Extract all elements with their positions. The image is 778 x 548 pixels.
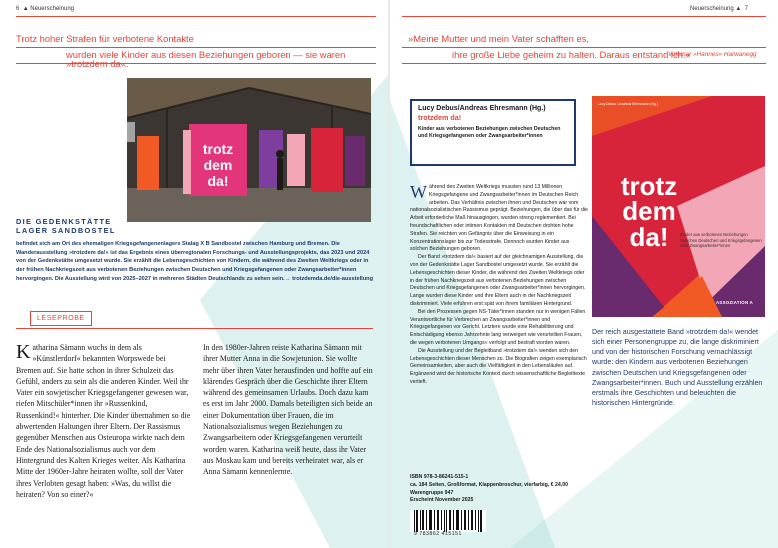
barcode-number: 9 783862 415151	[414, 531, 462, 537]
excerpt-rule	[16, 328, 373, 329]
venue-title: DIE GEDENKSTÄTTE LAGER SANDBOSTEL	[16, 217, 116, 235]
publisher-logo: ASSOZIATION A	[716, 300, 754, 305]
svg-text:dem: dem	[203, 157, 233, 173]
book-editors: Lucy Debus/Andreas Ehresmann (Hg.)	[418, 105, 546, 112]
excerpt-col1-text: atharina Sämann wuchs in dem als »Künstlerdorf« bekannten Worpswede bei Bremen auf. Sie hatte schon in ihrer Schulzeit das Gefühl, anders zu sein als die anderen Kinder. Weil ihr Vater ein sowjetischer Kriegsgefangener gewesen war, riefen Mitschüler*innen ihr »Russenkind, Russenkind!« hinterher. Die Kinder übernahmen so die abwertenden Haltungen ihrer Eltern. Der Rassismus gegenüber Menschen aus Osteuropa wirkte nach dem Ende des Nationalsozialismus auch vor dem Hintergrund des Kalten Krieges weiter. Als Katharina Mitte der 1960er-Jahre heiraten wollte, soll der Vater ihres Verlobten gesagt haben: »Was, du willst die heiraten? Von so einer?«	[16, 343, 191, 499]
book-cover	[592, 96, 765, 317]
right-quote-line-1: »Meine Mutter und mein Vater schafften es,	[408, 33, 589, 44]
body-p1-text: ährend des Zweiten Weltkriegs mussten rund 13 Millionen Kriegsgefangene und Zwangsarbeiter*innen im Deutschen Reich arbeiten. Das Verhältnis zwischen ihnen und Deutschen war vom nationalsozialistischen Rassismus geprägt. Beziehungen, die über das für die Arbeit erforderliche Maß hinausgingen, wurden streng reglementiert. Bei freundschaftlichen oder intimen Kontakten mit Deutschen drohten hohe Strafen. Sie reichten von Gefängnis über die Einweisung in ein Konzentrationslager bis zur Todesstrafe. Dennoch wurden Kinder aus solchen Beziehungen geboren.	[410, 184, 588, 253]
book-title: trotzdem da!	[418, 113, 462, 122]
left-quote-underline-1	[16, 47, 376, 48]
venue-description	[16, 240, 373, 283]
bibliographic-info	[410, 474, 580, 505]
venue-body-text: befindet sich am Ort des ehemaligen Kriegsgefangenenlagers Stalag X B Sandbostel zwischen Hamburg und Bremen. Die Wanderausstellung »trotzdem da!« ist das Ergebnis eines überregionalen Forschungs- und Ausstellungsprojekts, das 2023 und 2024 von der Gedenkstätte umgesetzt wurde. Sie erzählt die Lebensgeschichten von Kindern, die während des Zweiten Weltkriegs oder in der frühen Nachkriegszeit aus verbotenen Beziehungen zwischen Deutschen und Kriegsgefangenen oder Zwangsarbeiter*innen hervorgingen. Die Ausstellung wird von 2025–2027 in mehreren Städten Deutschlands zu sehen sein.	[16, 241, 370, 282]
right-page-number: 7	[744, 6, 748, 12]
quote-attribution: Volkmar »Hannes« Harwanegg	[668, 51, 757, 58]
body-paragraph-3: Bei den Prozessen gegen NS-Täter*innen standen nur in wenigen Fällen Verantwortliche für Verbrechen an Zwangsarbeiter*innen und Kriegsgefangenen vor Gericht. Letztere wurde eine Rehabilitierung und Entschädigung ebenso Jahrzehnte lang verweigert wie verurteilten Frauen, die wegen verbotenen Umgangs« verfolgt und bestraft worden waren.	[410, 308, 586, 346]
right-quote-underline-1	[402, 47, 766, 48]
cover-caption: Der reich ausgestattete Band »trotzdem da!« wendet sich einer Personengruppe zu, die lange diskriminiert und von der historischen Forschung vernachlässigt wurde: den Kindern aus verbotenen Beziehungen zwischen Deutschen und Kriegsgefangenen oder Zwangsarbeiter*innen. Buch und Ausstellung erzählen erstmals ihre Geschichten und beleuchten die historischen Hintergründe.	[592, 328, 763, 407]
body-dropcap: W	[410, 182, 427, 202]
cover-subtitle: Kinder aus verbotenen Beziehungen zwischen Deutschen und Kriegsgefangenen oder Zwangsarbeiter*innen	[680, 232, 762, 249]
right-quote-underline-2	[402, 63, 766, 64]
left-quote-line-1: Trotz hoher Strafen für verbotene Kontakte	[16, 33, 194, 44]
body-paragraph-2: Der Band »trotzdem da!« basiert auf der gleichnamigen Ausstellung, die von der Gedenkstätte Lager Sandbostel umgesetzt wurde. Sie erzählt die Lebensgeschichten dieser Kinder, die während des Zweiten Weltkriegs oder in der frühen Nachkriegszeit aus verbotenen Beziehungen zwischen Deutschen und Kriegsgefangenen oder Zwangsarbeiter*innen hervorgingen. Lange wurden diese Kinder und ihre Eltern auch in der Nachkriegszeit diskriminiert. Viele erfuhren erst spät von ihrem familiären Hintergrund.	[410, 254, 586, 307]
right-running-head	[690, 6, 748, 12]
svg-text:trotz: trotz	[202, 141, 234, 157]
product-group: Warengruppe 947	[410, 489, 454, 496]
book-description	[410, 184, 588, 387]
book-info-box	[410, 99, 576, 166]
isbn: ISBN 978-3-86241-515-1	[410, 474, 469, 480]
cover-editors: Lucy Debus / Andreas Ehresmann (Hg.)	[598, 102, 658, 106]
excerpt-dropcap: K	[16, 341, 31, 363]
left-quote-underline-2	[16, 63, 376, 64]
left-page	[0, 0, 388, 548]
book-subtitle: Kinder aus verbotenen Beziehungen zwischen Deutschen und Kriegsgefangenen oder Zwangsarbeiter*innen	[418, 126, 561, 140]
cover-title: trotz dem da!	[620, 171, 678, 252]
excerpt-badge: LESEPROBE	[30, 311, 92, 326]
svg-text:da!: da!	[207, 173, 229, 189]
left-quote-line-2: wurden viele Kinder aus diesen Beziehungen geboren — sie waren	[66, 49, 346, 60]
body-paragraph-1	[410, 184, 588, 254]
right-quote-line-2: ihre große Liebe geheim zu halten. Daraus entstand ich.«	[452, 49, 691, 60]
excerpt-column-2: In den 1980er-Jahren reiste Katharina Sämann mit ihrer Mutter Anna in die Sowjetunion. Sie wollte mehr über ihren Vater herausfinden und hoffte auf ein klärendes Gespräch über die Geschichte ihrer Eltern während des gemeinsamen Urlaubs. Doch dazu kam es erst im Jahr 2000. Damals beteiligten sich beide an einer Dokumentation über Frauen, die im Nationalsozialismus wegen Beziehungen zu Zwangsarbeitern oder Kriegsgefangenen verurteilt worden waren. Katharina weiß heute, dass ihr Vater aus Moskau kam und bereits verheiratet war, als er Anna Sämann kennenlernte.	[203, 343, 373, 477]
exhibition-link[interactable]: → trotzdemda.de/die-ausstellung	[285, 275, 373, 282]
body-paragraph-4: Die Ausstellung und der Begleitband »trotzdem da!« wenden sich den Lebensgeschichten dieser Menschen zu. Die Biografien zeigen exemplarisch Gemeinsamkeiten, aber auch die Vielfältigkeit in den Lebensläufen auf. Ergänzend wird der historische Kontext durch wissenschaftliche Begleittexte vertieft.	[410, 347, 587, 385]
book-format: ca. 184 Seiten, Großformat, Klappenbroschur, vierfarbig, € 24,00	[410, 481, 568, 488]
barcode-icon	[410, 510, 486, 532]
left-page-number: 6	[16, 6, 20, 12]
release-date: Erscheint November 2025	[410, 497, 474, 504]
right-top-rule	[402, 16, 766, 17]
right-section-label: Neuerscheinung ▲	[690, 6, 742, 12]
excerpt-column-1	[16, 342, 191, 500]
left-section-label: ▲ Neuerscheinung	[22, 6, 74, 12]
right-page	[390, 0, 778, 548]
exhibition-photo	[127, 78, 371, 222]
